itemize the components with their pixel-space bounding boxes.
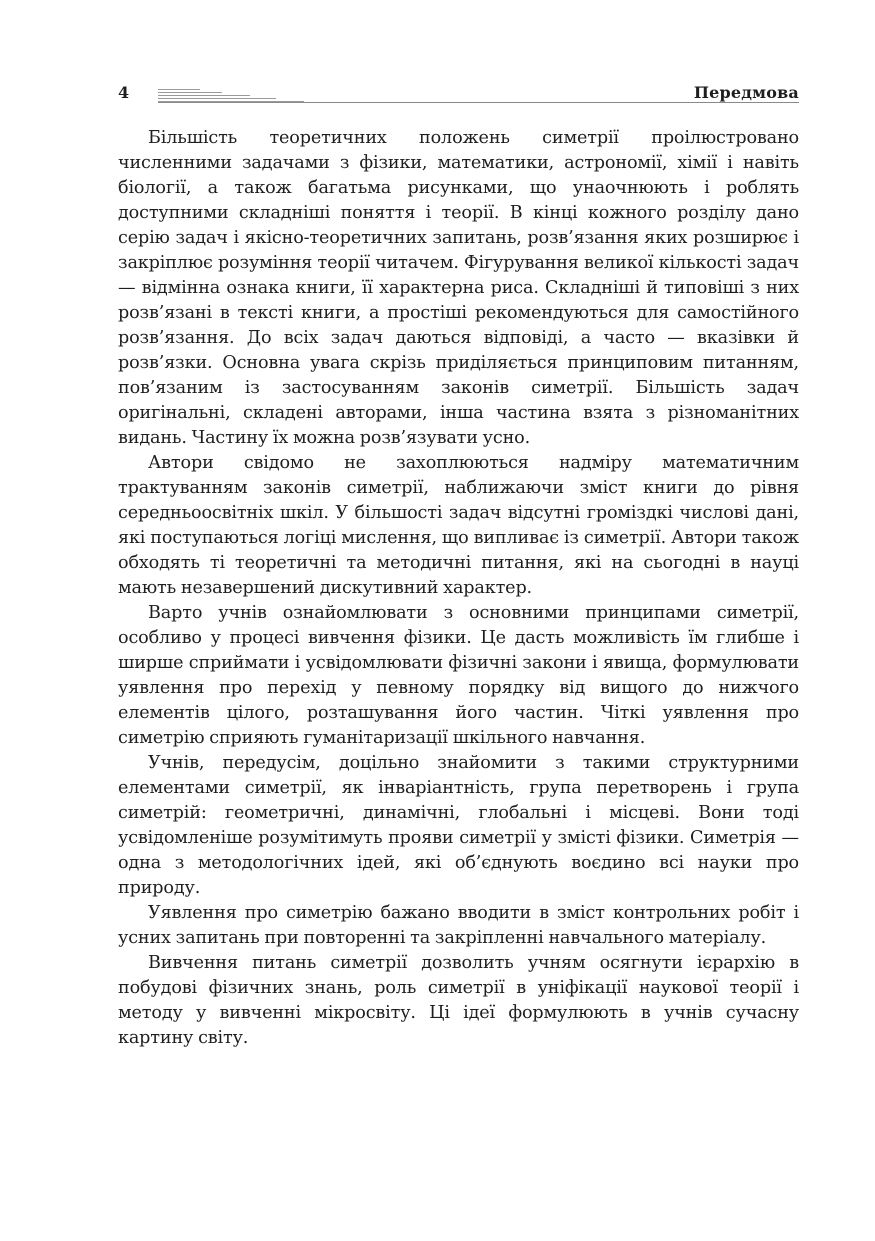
- paragraph: Уявлення про симетрію бажано вводити в зміст контрольних робіт і усних запитань при повторенні та закріпленні навчального матеріалу.: [118, 903, 799, 948]
- paragraph: Варто учнів ознайомлювати з основними принципами симетрії, особливо у процесі вивчення фізики. Це дасть можливість їм глибше і ширше сприймати і усвідомлювати фізичні закони і явища, формулювати уявлення про перехід у певному порядку від вищого до нижчого елементів цілого, розташування його частин. Чіткі уявлення про симетрію сприяють гуманітаризації шкільного навчання.: [118, 603, 799, 748]
- paragraph: Вивчення питань симетрії дозволить учням осягнути ієрархію в побудові фізичних знань, роль симетрії в уніфікації наукової теорії і методу у вивченні мікросвіту. Ці ідеї формулюють в учнів сучасну картину світу.: [118, 953, 799, 1048]
- running-header: [118, 82, 799, 104]
- paragraph: Більшість теоретичних положень симетрії проілюстровано численними задачами з фізики, математики, астрономії, хімії і навіть біології, а також багатьма рисунками, що унаочнюють і роблять доступними складніші поняття і теорії. В кінці кожного розділу дано серію задач і якісно-теоретичних запитань, розв’язання яких розширює і закріплює розуміння теорії читачем. Фігурування великої кількості задач — відмінна ознака книги, її характерна риса. Складніші й типовіші з них розв’язані в тексті книги, а простіші рекомендуються для самостійного розв’язання. До всіх задач даються відповіді, а часто — вказівки й розв’язки. Основна увага скрізь приділяється принциповим питанням, пов’язаним із застосуванням законів симетрії. Більшість задач оригінальні, складені авторами, інша частина взята з різноманітних видань. Частину їх можна розв’язувати усно.: [118, 128, 799, 448]
- decorative-header-rules: [158, 89, 308, 103]
- paragraph: Учнів, передусім, доцільно знайомити з такими структурними елементами симетрії, як інваріантність, група перетворень і група симетрій: геометричні, динамічні, глобальні і місцеві. Вони тоді усвідомленіше розумітимуть прояви симетрії у змісті фізики. Симетрія — одна з методологічних ідей, які об’єднують воєдино всі науки про природу.: [118, 753, 799, 898]
- section-title: Передмова: [693, 83, 799, 102]
- page-number: 4: [118, 83, 130, 102]
- paragraph: Автори свідомо не захоплюються надміру математичним трактуванням законів симетрії, наближаючи зміст книги до рівня середньоосвітніх шкіл. У більшості задач відсутні громіздкі числові дані, які поступаються логіці мислення, що випливає із симетрії. Автори також обходять ті теоретичні та методичні питання, які на сьогодні в науці мають незавершений дискутивний характер.: [118, 453, 799, 598]
- body-text: [118, 126, 799, 1051]
